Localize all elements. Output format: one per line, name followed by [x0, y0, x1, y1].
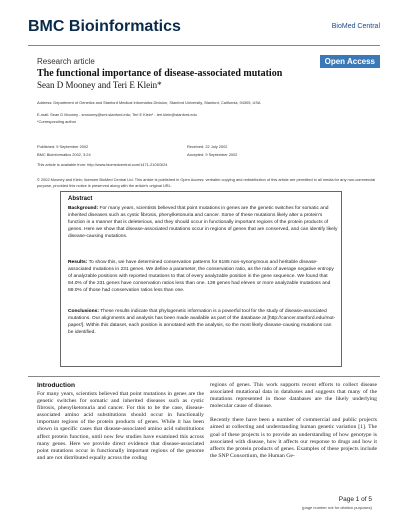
copyright-notice: © 2002 Mooney and Klein; licensee BioMed Central Ltd. This article is published in Open Access: verbatim copying and redistribution of this article are permitted in all media for any non-commercial purpose, provided this notice is preserved along with the article's original URL.: [37, 177, 376, 188]
accepted-date: Accepted: 9 September 2002: [187, 152, 238, 157]
page-number: Page 1 of 5: [338, 496, 372, 503]
citation: BMC Bioinformatics 2002, 3:24: [37, 152, 91, 157]
intro-paragraph-2: regions of genes. This work supports recent efforts to collect disease associated mutational data in databases and suggests that many of the mutations represented in those databases are the likely underlying molecular cause of disease.: [210, 382, 377, 410]
publication-info: [37, 143, 187, 159]
abstract-box: [60, 191, 342, 367]
journal-title: BMC Bioinformatics: [28, 18, 181, 35]
abstract-background: [68, 205, 338, 240]
received-date: Received: 22 July 2002: [187, 144, 228, 149]
results-label: Results:: [68, 260, 88, 265]
intro-paragraph-3: Recently there have been a number of commercial and public projects aimed at collecting and understanding human genetic variation [1]. The goal of these projects is to provide an understanding of how genotype is associated with disease, how it affects our response to drugs and how it affects the protein products of genes. Examples of these projects include the SNP Consortium, the Human Ge-: [210, 417, 377, 459]
abstract-conclusions: [68, 308, 338, 336]
journal-header: [28, 16, 380, 42]
article-url[interactable]: This article is available from: http://www.biomedcentral.com/1471-2105/3/24: [37, 162, 168, 167]
results-text: To show this, we have determined conservation patterns for 6185 non-synonymous and heritable disease-associated mutations in 231 genes. We define a parameter, the conservation ratio, as the ratio of average negative entropy of analyzable positions with reported mutations to that of every analyzable position in the gene sequence. We found that 84.0% of the 231 genes have conservation ratios less than one. 139 genes had eleven or more analyzable mutations and 88.0% of those had conservation ratios less than one.: [68, 260, 334, 293]
author-emails: E-mail: Sean D Mooney - smooney@smi.stanford.edu; Teri E Klein* - teri.klein@stanford.edu: [37, 112, 197, 117]
introduction-heading: Introduction: [37, 382, 75, 389]
abstract-heading: Abstract: [68, 196, 93, 202]
author-address: Address: Department of Genetics and Stanford Medical Informatics Division, Stanford University, Stanford, California, 94305, USA: [37, 100, 261, 105]
conclusions-text: These results indicate that phylogenetic information is a powerful tool for the study of disease-associated mutations. Our alignments and analysis has been made available as part of the database at [http://cancer.stanford.edu/mut-paper/]. Within this dataset, each position is annotated with the analysis, so the most likely disease-causing mutations can be identified.: [68, 309, 336, 335]
published-date: Published: 9 September 2002: [37, 144, 89, 149]
body-column-right: [210, 382, 377, 460]
corresponding-author-note: *Corresponding author: [37, 119, 77, 124]
biomed-central-logo: BioMed Central: [331, 23, 380, 30]
article-title: The functional importance of disease-associated mutation: [37, 68, 283, 79]
abstract-results: [68, 259, 338, 294]
author-list: Sean D Mooney and Teri E Klein*: [37, 80, 162, 90]
conclusions-label: Conclusions:: [68, 309, 99, 314]
header-divider: [28, 45, 380, 46]
background-label: Background:: [68, 206, 99, 211]
background-text: For many years, scientists believed that point mutations in genes are the genetic switches for somatic and inherited diseases such as cystic fibrosis, phenylketonuria and cancer. Some of these mutations likely alter a protein's function in a manner that is deleterious, and they should occur in functionally important regions of the protein products of genes. Here we show that disease-associated mutations occur in regions of genes that are conserved, and can identify likely disease-causing mutations.: [68, 206, 338, 239]
article-type: Research article: [37, 57, 95, 66]
submission-dates: [187, 143, 337, 159]
open-access-badge: Open Access: [320, 55, 380, 68]
intro-paragraph-1: For many years, scientists believed that point mutations in genes are the genetic switches for somatic and inherited diseases such as cystic fibrosis, phenylketonuria and cancer. For this to be the case, disease-associated amino acid substitutions should occur in functionally important regions of the protein products of genes. While it has been shown in specific cases that disease-associated amino acid substitutions affect protein function, until now few studies have examined this across many genes. Here we provide direct evidence that disease-associated point mutations occur in functionally important regions of the genome and are not distributed equally across the coding: [37, 391, 204, 461]
body-column-left: [37, 391, 204, 462]
page-number-note: (page number not for citation purposes): [301, 505, 372, 510]
body-divider: [28, 376, 380, 377]
